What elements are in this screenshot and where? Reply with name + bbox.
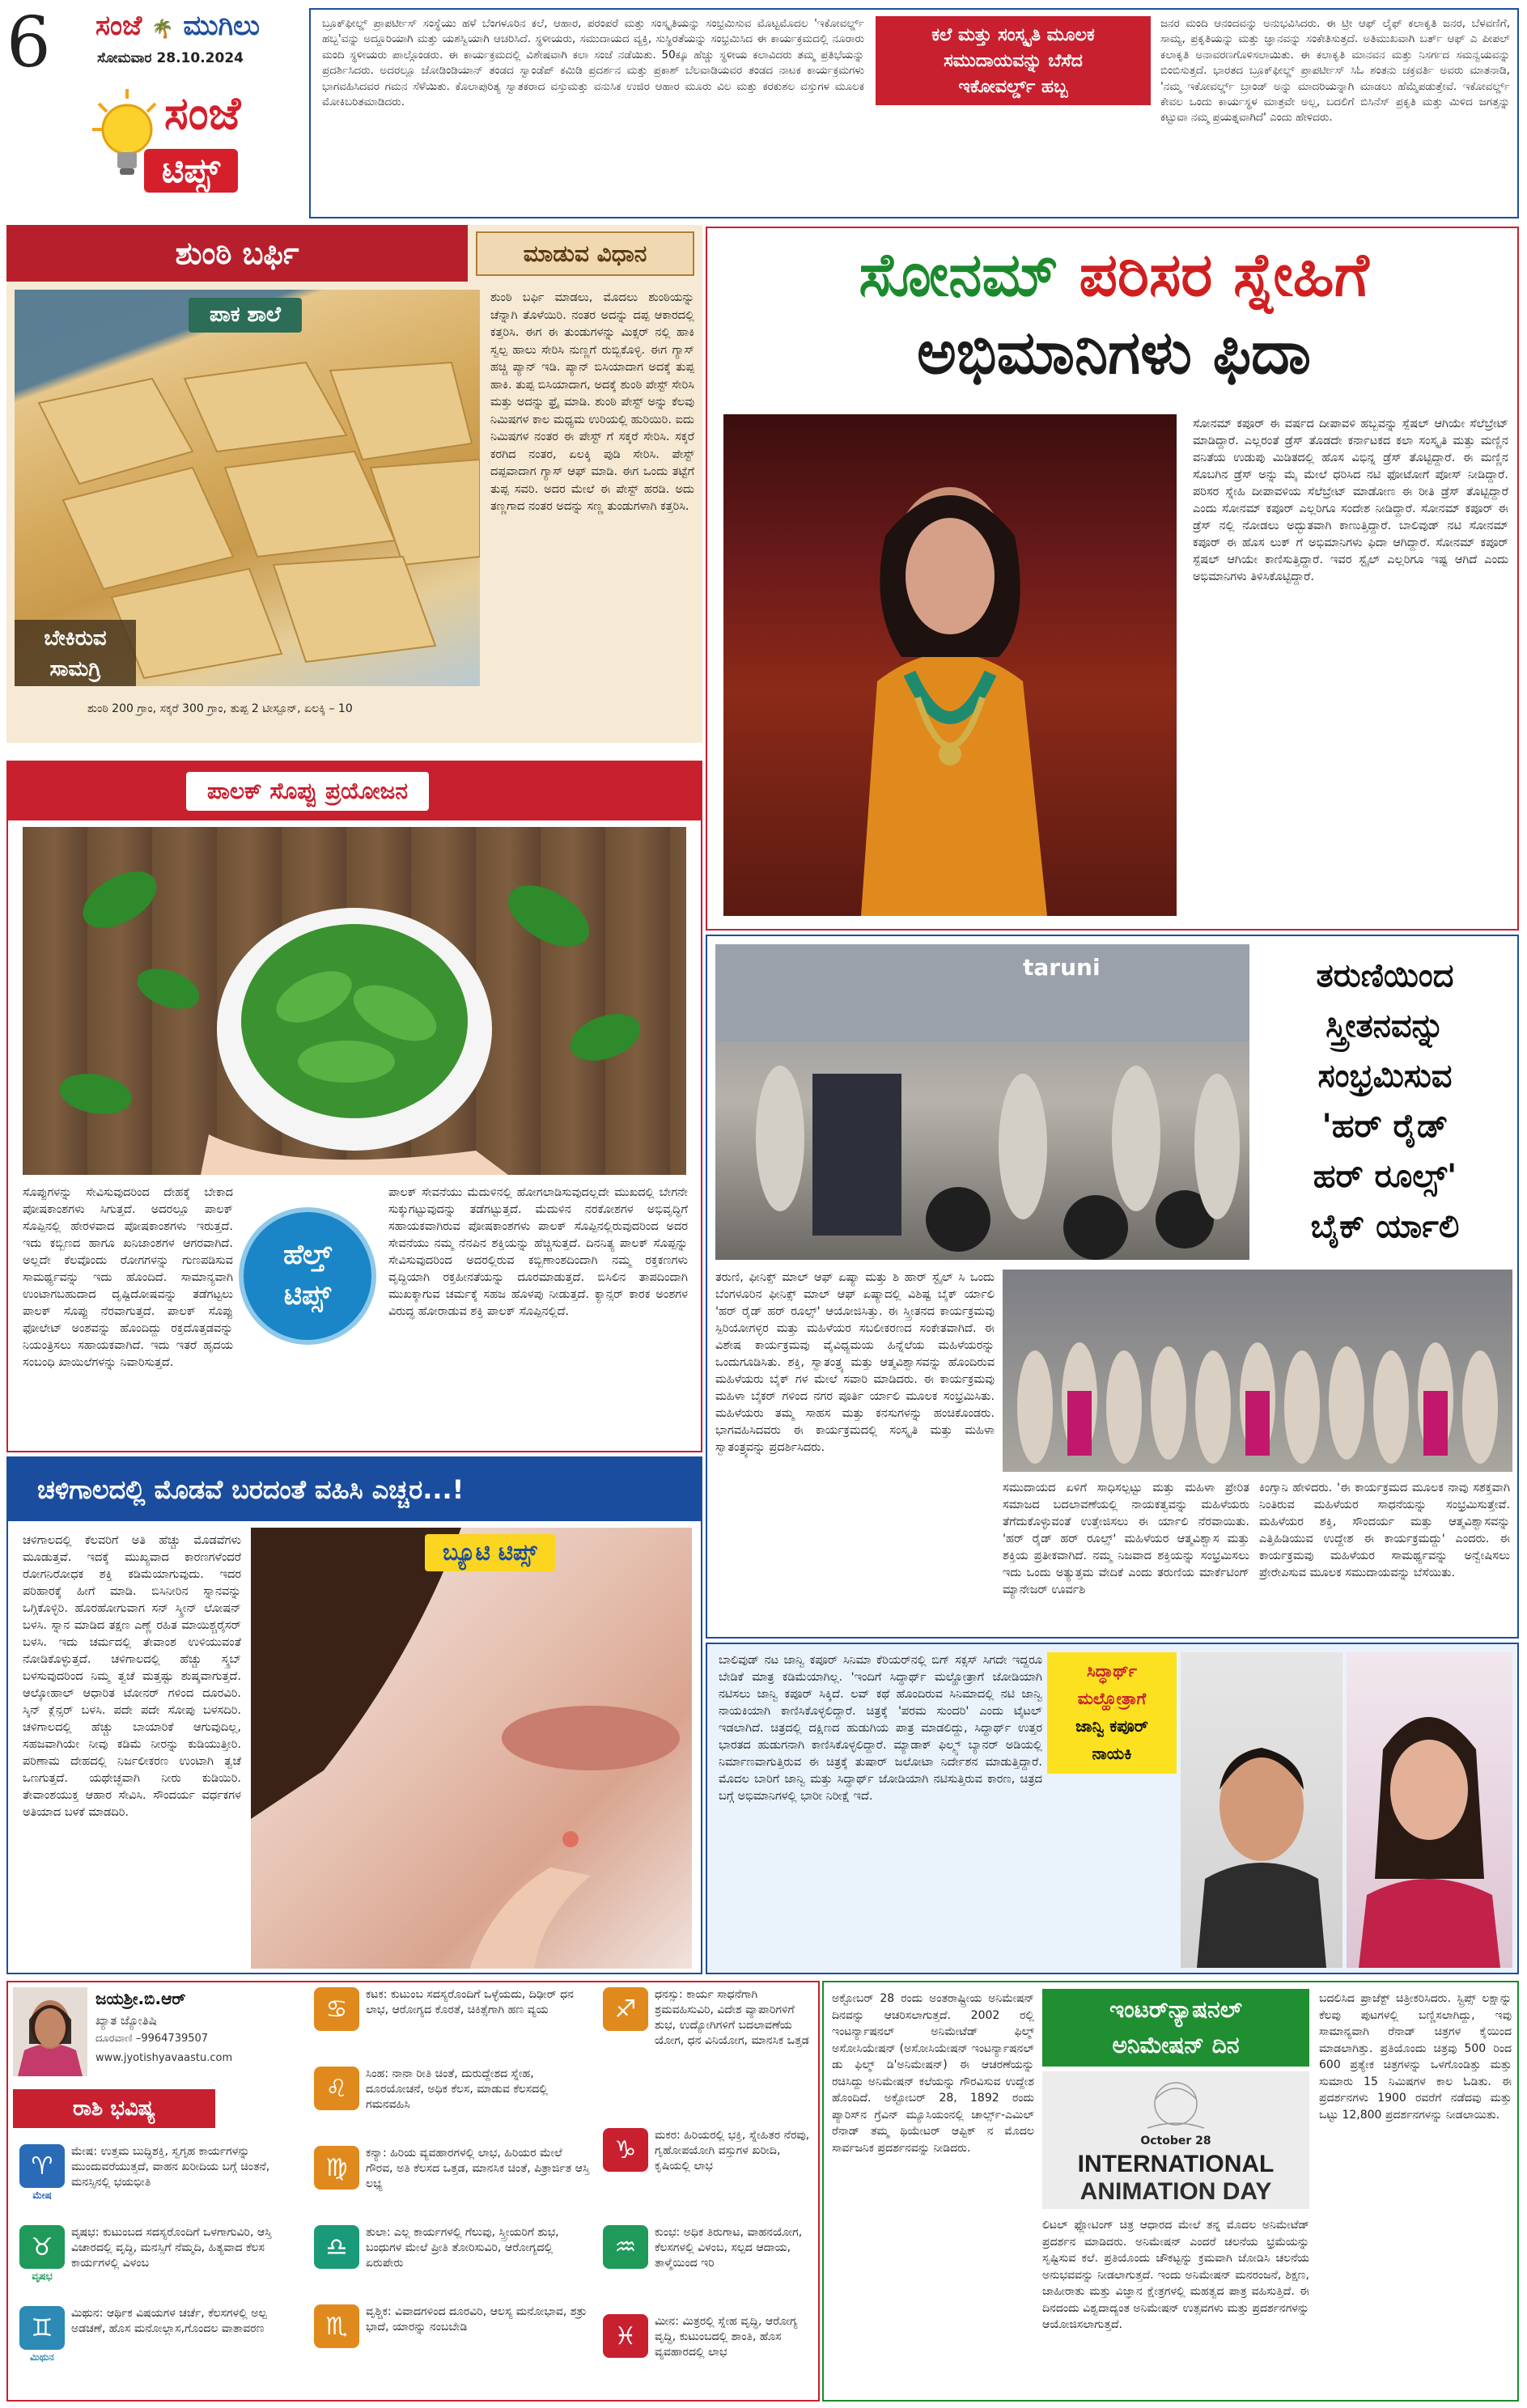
beauty-title: ಚಳಿಗಾಲದಲ್ಲಿ ಮೊಡವೆ ಬರದಂತೆ ವಹಿಸಿ ಎಚ್ಚರ...!	[8, 1458, 701, 1521]
palak-col1: ಸೊಪ್ಪುಗಳನ್ನು ಸೇವಿಸುವುದರಿಂದ ದೇಹಕ್ಕೆ ಬೇಕಾದ ಪೋಷಕಾಂಶಗಳು ಸಿಗುತ್ತದೆ. ಅದರಲ್ಲೂ ಪಾಲಕ್ ಸೊಪ್ಪಿನಲ್ಲಿ ಹೇರಳವಾದ ಪೋಷಕಾಂಶಗಳು ಇರುತ್ತದೆ. ಇದು ಕಬ್ಬಿಣದ ಹಾಗೂ ಖನಿಜಾಂಶಗಳ ಆಗರವಾಗಿದೆ. ಅಲ್ಲದೇ ಕೆಲವೊಂದು ರೋಗಗಳನ್ನು ಗುಣಪಡಿಸುವ ಸಾಮರ್ಥ್ಯವನ್ನು ಇದು ಹೊಂದಿದೆ. ಸಾಮಾನ್ಯವಾಗಿ ಉಂಟಾಗಬಹುದಾದ ದೃಷ್ಟಿದೋಷವನ್ನು ತಡೆಗಟ್ಟಲು ಪಾಲಕ್ ಸೊಪ್ಪು ನೆರವಾಗುತ್ತದೆ. ಪಾಲಕ್ ಸೊಪ್ಪು ಫೋಲೇಟ್ ಅಂಶವನ್ನು ಹೊಂದಿದ್ದು ರಕ್ತದೊತ್ತಡವನ್ನು ನಿಯಂತ್ರಿಸಲು ಸಹಾಯಕವಾಗಿದೆ. ಇದು ಇತರೆ ಹೃದಯ ಸಂಬಂಧಿ ಖಾಯಿಲೆಗಳನ್ನು ನಿವಾರಿಸುತ್ತದೆ.	[23, 1186, 233, 1369]
recipe-section	[6, 225, 702, 743]
palak-photo	[23, 827, 686, 1175]
aquarius-text: ಕುಂಭ: ಅಧಿಕ ತಿರುಗಾಟ, ವಾಹನಯೋಗ, ಕೆಲಸಗಳಲ್ಲಿ ವಿಳಂಬ, ಸಲ್ಪದ ಆದಾಯ, ತಾಳ್ಮೆಯಿಂದ ಇರಿ	[655, 2226, 803, 2270]
astrologer-phone: ದೂರವಾಣಿ –9964739507	[95, 2033, 209, 2045]
taurus-icon: ♉	[19, 2225, 65, 2269]
palak-title-bar	[8, 762, 701, 820]
animation-col2: ಲಿಟಲ್ ಫ್ಲೋಟಿಂಗ್ ಚಿತ್ರ ಆಧಾರದ ಮೇಲೆ ತನ್ನ ಮೊದಲ ಅನಿಮೇಟೆಡ್ ಪ್ರದರ್ಶನ ಮಾಡಿದರು. ಅನಿಮೇಷನ್ ಎಂದರೆ ಚಲನೆಯ ಭ್ರಮೆಯನ್ನು ಸೃಷ್ಟಿಸುವ ಕಲೆ. ಪ್ರತಿಯೊಂದು ಚೌಕಟ್ಟನ್ನು ಕ್ರಮವಾಗಿ ಜೋಡಿಸಿ ಚಲನೆಯ ಅನುಭವವನ್ನು ನೀಡಲಾಗುತ್ತದೆ. ಇಂದು ಅನಿಮೇಷನ್ ಮನರಂಜನೆ, ಶಿಕ್ಷಣ, ಜಾಹೀರಾತು ಮತ್ತು ವಿಜ್ಞಾನ ಕ್ಷೇತ್ರಗಳಲ್ಲಿ ಮಹತ್ವದ ಪಾತ್ರ ವಹಿಸುತ್ತಿದೆ. ಈ ದಿನದಂದು ವಿಶ್ವದಾದ್ಯಂತ ಅನಿಮೇಷನ್ ಉತ್ಸವಗಳು ಮತ್ತು ಪ್ರದರ್ಶನಗಳನ್ನು ಆಯೋಜಿಸಲಾಗುತ್ತದೆ.	[1042, 2219, 1309, 2331]
gemini-icon: ♊	[19, 2306, 65, 2350]
animation-col1: ಅಕ್ಟೋಬರ್ 28 ರಂದು ಅಂತರಾಷ್ಟ್ರೀಯ ಅನಿಮೇಷನ್ ದಿನವನ್ನು ಆಚರಿಸಲಾಗುತ್ತದೆ. 2002 ರಲ್ಲಿ ಇಂಟರ್ನ್ಯಾಷನಲ್ ಅನಿಮೇಟೆಡ್ ಫಿಲ್ಮ್ ಅಸೋಸಿಯೇಷನ್ (ಅಸೋಸಿಯೇಷನ್ ಇಂಟರ್ನ್ಯಾಷನಲ್ ಡು ಫಿಲ್ಮ್ ಡಿ'ಅನಿಮೇಷನ್) ಈ ಆಚರಣೆಯನ್ನು ರಚಿಸಿದ್ದು ಅನಿಮೇಷನ್ ಕಲೆಯನ್ನು ಗೌರವಿಸುವ ಉದ್ದೇಶ ಹೊಂದಿದೆ. ಅಕ್ಟೋಬರ್ 28, 1892 ರಂದು ಪ್ಯಾರಿಸ್‌ನ ಗ್ರೆವಿನ್ ಮ್ಯೂಸಿಯಂನಲ್ಲಿ ಚಾರ್ಲ್ಸ್-ಎಮಿಲ್ ರೆನಾಡ್ ತಮ್ಮ ಥಿಯೇಟರ್ ಆಪ್ಟಿಕ್ ನ ಮೊದಲ ಸಾರ್ವಜನಿಕ ಪ್ರದರ್ಶನವನ್ನು ನೀಡಿದರು.	[832, 1992, 1034, 2155]
bike-rally-body-left: ತರುಣಿ, ಫೀನಿಕ್ಸ್ ಮಾಲ್ ಆಫ್ ಏಷ್ಯಾ ಮತ್ತು ಶಿ ಹಾರ್ ಸ್ಟೈಲ್ ಸಿ ಒಂದು ಬೆಂಗಳೂರಿನ ಫೀನಿಕ್ಸ್ ಮಾಲ್ ಆಫ್ ಏಷ್ಯಾದಲ್ಲಿ ವಿಶಿಷ್ಟ ಬೈಕ್ ರ್ಯಾಲಿ 'ಹರ್ ರೈಡ್ ಹರ್ ರೂಲ್ಸ್' ಆಯೋಜಿಸಿತ್ತು. ಈ ಸ್ತ್ರೀತನದ ಕಾರ್ಯಕ್ರಮವು ಸ್ಪಿರಿಯೋಗಳ್ಳರ ಮತ್ತು ಮಹಿಳೆಯರ ಸಬಲೀಕರಣದ ಸಂಕೇತವಾಗಿದೆ. ಈ ವಿಶೇಷ ಕಾರ್ಯಕ್ರಮವು ವೈವಿಧ್ಯಮಯ ಹಿನ್ನೆಲೆಯ ಮಹಿಳೆಯರನ್ನು ಒಂದುಗೂಡಿಸಿತು. ಶಕ್ತಿ, ಸ್ವಾತಂತ್ರ್ಯ ಮತ್ತು ಆತ್ಮವಿಶ್ವಾಸವನ್ನು ಹೊಂದಿರುವ ಮಹಿಳೆಯರು ಬೈಕ್ ಗಳ ಮೇಲೆ ಸವಾರಿ ಮಾಡಿದರು. ಈ ಕಾರ್ಯಕ್ರಮವು ಮಹಿಳಾ ಬೈಕರ್ ಗಳಿಂದ ನಗರ ಪೂರ್ತಿ ರ್ಯಾಲಿ ಮೂಲಕ ಸಂಭ್ರಮಿಸಿತು. ಮಹಿಳೆಯರು ತಮ್ಮ ಸಾಹಸ ಮತ್ತು ಕನಸುಗಳನ್ನು ಹಂಚಿಕೊಂಡರು. ಭಾಗವಹಿಸಿದವರು ಈ ಕಾರ್ಯಕ್ರಮದಲ್ಲಿ ಸಂಸ್ಕೃತಿ ಮತ್ತು ಮಹಿಳಾ ಸ್ವಾತಂತ್ರ್ಯವನ್ನು ಪ್ರದರ್ಶಿಸಿದರು.	[715, 1271, 995, 1454]
section-title-sanje: ಸಂಜೆ	[164, 87, 241, 140]
sonam-story	[706, 227, 1519, 931]
astrologer-name: ಜಯಶ್ರೀ.ಬಿ.ಆರ್	[95, 1989, 186, 2008]
astrologer-website[interactable]: www.jyotishyavaastu.com	[95, 2052, 233, 2064]
leo-text: ಸಿಂಹ: ನಾನಾ ರೀತಿ ಚಿಂತೆ, ದುರುದ್ದೇಶದ ಸ್ನೇಹ, ದೂರಯೋಚನೆ, ಅಧಿಕ ಕೆಲಸ, ಮಾಡುವ ಕೆಲಸದಲ್ಲಿ ಗಮನವಹಿಸಿ	[366, 2067, 548, 2111]
page-number: 6	[6, 2, 51, 83]
astrologer-card	[13, 1987, 304, 2084]
recipe-method: ಶುಂಠಿ ಬರ್ಫಿ ಮಾಡಲು, ಮೊದಲು ಶುಂಠಿಯನ್ನು ಚೆನ್ನಾಗಿ ತೊಳೆಯಿರಿ. ನಂತರ ಅದನ್ನು ದಪ್ಪ ಆಕಾರದಲ್ಲಿ ಕತ್ತರಿಸಿ. ಈಗ ಈ ತುಂಡುಗಳನ್ನು ಮಿಕ್ಸರ್ ನಲ್ಲಿ ಹಾಕಿ ಸ್ವಲ್ಪ ಹಾಲು ಸೇರಿಸಿ ನುಣ್ಣಗೆ ರುಬ್ಬಿಕೊಳ್ಳಿ. ಈಗ ಗ್ಯಾಸ್ ಹಚ್ಚಿ ಪ್ಯಾನ್ ಇಡಿ. ಪ್ಯಾನ್ ಬಿಸಿಯಾದಾಗ ಅದಕ್ಕೆ ತುಪ್ಪ ಹಾಕಿ. ತುಪ್ಪ ಬಿಸಿಯಾದಾಗ, ಅದಕ್ಕೆ ಶುಂಠಿ ಪೇಸ್ಟ್ ಸೇರಿಸಿ ಮತ್ತು ಅದನ್ನು ಫ್ರೈ ಮಾಡಿ. ಶುಂಠಿ ಪೇಸ್ಟ್ ಅನ್ನು ಕೆಲವು ನಿಮಿಷಗಳ ಕಾಲ ಮಧ್ಯಮ ಉರಿಯಲ್ಲಿ ಹುರಿಯಿರಿ. ಐದು ನಿಮಿಷಗಳ ನಂತರ ಈ ಪೇಸ್ಟ್ ಗೆ ಸಕ್ಕರೆ ಸೇರಿಸಿ. ಸಕ್ಕರೆ ಕರಗಿದ ನಂತರ, ಏಲಕ್ಕಿ ಪುಡಿ ಸೇರಿಸಿ. ಪೇಸ್ಟ್ ದಪ್ಪವಾದಾಗ ಗ್ಯಾಸ್ ಆಫ್ ಮಾಡಿ. ಈಗ ಒಂದು ತಟ್ಟೆಗೆ ತುಪ್ಪ ಸವರಿ. ಅದರ ಮೇಲೆ ಈ ಪೇಸ್ಟ್ ಹರಡಿ. ಅದು ತಣ್ಣಗಾದ ನಂತರ ಅದನ್ನು ಸಣ್ಣ ತುಂಡುಗಳಾಗಿ ಕತ್ತರಿಸಿ.	[490, 291, 694, 513]
recipe-photo	[15, 290, 480, 686]
horoscope-section: ಜಯಶ್ರೀ.ಬಿ.ಆರ್ ಖ್ಯಾತ ಜ್ಯೋತಿಷಿ ದೂರವಾಣಿ –9964739507 www.jyotishyavaastu.com ರಾಶಿ ಭವಿಷ್ಯ ♈ ಮೇಷ ಮೇಷ: ಉತ್ತಮ ಬುದ್ಧಿಶಕ್ತಿ, ಸ್ವಗೃಹ ಕಾರ್ಯಗಳನ್ನು ಮುಂದುವರೆಯುತ್ತದೆ, ವಾಹನ ಖರೀದಿಯ ಬಗ್ಗೆ ಚಿಂತನೆ, ಮನಸ್ಸಿನಲ್ಲಿ ಭಯಭೀತಿ ♉ ವೃಷಭ ವೃಷಭ: ಕುಟುಂಬದ ಸದಸ್ಯರೊಂದಿಗೆ ಒಳಗಾಗುವಿರಿ, ಆಸ್ತಿ ವಿಚಾರದಲ್ಲಿ ವೃದ್ಧಿ, ಮನಸ್ಸಿಗೆ ನೆಮ್ಮದಿ, ಹಿತ್ಯವಾದ ಕೆಲಸ ಕಾರ್ಯಗಳಲ್ಲಿ ವಿಳಂಬ ♊ ಮಿಥುನ ಮಿಥುನ: ಆರ್ಥಿಕ ವಿಷಯಗಳ ಚರ್ಚೆ, ಕೆಲಸಗಳಲ್ಲಿ ಅಲ್ಪ ಅಡಚಣೆ, ಹೊಸ ಮನೋಲ್ಲಾಸ,ಗೊಂದಲ ವಾತಾವರಣ ♋ ಕಟಕ: ಕುಟುಂಬ ಸದಸ್ಯರೊಂದಿಗೆ ಒಳ್ಳೆಯದು, ದಿಢೀರ್ ಧನ ಲಾಭ, ಆರೋಗ್ಯದ ಕೊರತೆ, ಚಿಕಿತ್ಸೆಗಾಗಿ ಹಣ ವ್ಯಯ ♌ ಸಿಂಹ: ನಾನಾ ರೀತಿ ಚಿಂತೆ, ದುರುದ್ದೇಶದ ಸ್ನೇಹ, ದೂರಯೋಚನೆ, ಅಧಿಕ ಕೆಲಸ, ಮಾಡುವ ಕೆಲಸದಲ್ಲಿ ಗಮನವಹಿಸಿ ♍ ಕನ್ಯಾ: ಹಿರಿಯ ವ್ಯವಹಾರಗಳಲ್ಲಿ ಲಾಭ, ಹಿರಿಯರ ಮೇಲೆ ಗೌರವ, ಅತಿ ಕೆಲಸದ ಒತ್ತಡ, ಮಾನಸಿಕ ಚಿಂತೆ, ಪಿತ್ರಾರ್ಜಿತ ಆಸ್ತಿ ಲಭ್ಯ ♎ ತುಲಾ: ಎಲ್ಲ ಕಾರ್ಯಗಳಲ್ಲಿ ಗೆಲುವು, ಸ್ತ್ರೀಯರಿಗೆ ಶುಭ, ಬಂಧುಗಳ ಮೇಲೆ ಪ್ರೀತಿ ತೋರಿಸುವಿರಿ, ಆರೋಗ್ಯದಲ್ಲಿ ಏರುಪೇರು ♏ ವೃಶ್ಚಿಕ: ವಿವಾದಗಳಿಂದ ದೂರವಿರಿ, ಆಲಸ್ಯ ಮನೋಭಾವ, ಶತ್ರು ಭಾದೆ, ಯಾರನ್ನು ನಂಬಬೇಡಿ ♐ ಧನಸ್ಸು: ಕಾರ್ಯ ಸಾಧನೆಗಾಗಿ ಶ್ರಮವಹಿಸುವಿರಿ, ವಿದೇಶ ವ್ಯಾಪಾರಿಗಳಿಗೆ ಶುಭ, ಉದ್ಯೋಗಿಗಳಿಗೆ ಬದಲಾವಣೆಯ ಯೋಗ, ಧನ ವಿನಿಯೋಗ, ಮಾನಸಿಕ ಒತ್ತಡ ♑ ಮಕರ: ಹಿರಿಯರಲ್ಲಿ ಭಕ್ತಿ, ಸ್ನೇಹಿತರ ನೆರವು, ಗೃಹೋಪಯೋಗಿ ವಸ್ತುಗಳ ಖರೀದಿ, ಕೃಷಿಯಲ್ಲಿ ಲಾಭ ♒ ಕುಂಭ: ಅಧಿಕ ತಿರುಗಾಟ, ವಾಹನಯೋಗ, ಕೆಲಸಗಳಲ್ಲಿ ವಿಳಂಬ, ಸಲ್ಪದ ಆದಾಯ, ತಾಳ್ಮೆಯಿಂದ ಇರಿ ♓ ಮೀನ: ಮಿತ್ರರಲ್ಲಿ ಸ್ನೇಹ ವೃದ್ಧಿ, ಆರೋಗ್ಯ ವೃದ್ಧಿ, ಕುಟುಂಬದಲ್ಲಿ ಶಾಂತಿ, ಹೊಸ ವ್ಯವಹಾರದಲ್ಲಿ ಲಾಭ	[6, 1981, 820, 2402]
cancer-text: ಕಟಕ: ಕುಟುಂಬ ಸದಸ್ಯರೊಂದಿಗೆ ಒಳ್ಳೆಯದು, ದಿಢೀರ್ ಧನ ಲಾಭ, ಆರೋಗ್ಯದ ಕೊರತೆ, ಚಿಕಿತ್ಸೆಗಾಗಿ ಹಣ ವ್ಯಯ	[366, 1988, 574, 2016]
pisces-text: ಮೀನ: ಮಿತ್ರರಲ್ಲಿ ಸ್ನೇಹ ವೃದ್ಧಿ, ಆರೋಗ್ಯ ವೃದ್ಧಿ, ಕುಟುಂಬದಲ್ಲಿ ಶಾಂತಿ, ಹೊಸ ವ್ಯವಹಾರದಲ್ಲಿ ಲಾಭ	[655, 2315, 798, 2359]
scorpio-text: ವೃಶ್ಚಿಕ: ವಿವಾದಗಳಿಂದ ದೂರವಿರಿ, ಆಲಸ್ಯ ಮನೋಭಾವ, ಶತ್ರು ಭಾದೆ, ಯಾರನ್ನು ನಂಬಬೇಡಿ	[366, 2305, 587, 2334]
astrologer-photo	[13, 1987, 87, 2076]
sagittarius-text: ಧನಸ್ಸು: ಕಾರ್ಯ ಸಾಧನೆಗಾಗಿ ಶ್ರಮವಹಿಸುವಿರಿ, ವಿದೇಶ ವ್ಯಾಪಾರಿಗಳಿಗೆ ಶುಭ, ಉದ್ಯೋಗಿಗಳಿಗೆ ಬದಲಾವಣೆಯ ಯೋಗ, ಧನ ವಿನಿಯೋಗ, ಮಾನಸಿಕ ಒತ್ತಡ	[655, 1988, 809, 2047]
pisces-icon: ♓	[603, 2314, 648, 2358]
palm-icon: 🌴	[151, 19, 174, 40]
top-story	[309, 8, 1519, 218]
movie-tag: ಸಿದ್ಧಾರ್ಥ್ ಮಲ್ಹೋತ್ರಾಗೆ ಜಾನ್ವಿ ಕಪೂರ್ ನಾಯಕಿ	[1047, 1652, 1177, 1774]
aquarius-icon: ♒	[603, 2225, 648, 2269]
palak-section	[6, 761, 702, 1452]
sonam-photo	[723, 414, 1177, 916]
section-title-tips: ಟಿಪ್ಸ್	[144, 149, 238, 193]
bike-rally-body-mid: ಸಮುದಾಯದ ಏಳಿಗೆ ಸಾಧಿಸಲ್ಪಟ್ಟು ಮತ್ತು ಮಹಿಳಾ ಪ್ರೇರಿತ ಸಮಾಜದ ಬದಲಾವಣೆಯಲ್ಲಿ ನಾಯಕತ್ವವನ್ನು ಮಹಿಳೆಯರು ತೆಗೆದುಕೊಳ್ಳುವಂತೆ ಉತ್ತೇಜಿಸಲು ಈ ರ್ಯಾಲಿ ನೆರವಾಯಿತು. 'ಹರ್ ರೈಡ್ ಹರ್ ರೂಲ್ಸ್' ಮಹಿಳೆಯರ ಆತ್ಮವಿಶ್ವಾಸ ಮತ್ತು ಶಕ್ತಿಯ ಪ್ರತೀಕವಾಗಿದೆ. ನಮ್ಮ ನಿಜವಾದ ಶಕ್ತಿಯನ್ನು ಸಂಭ್ರಮಿಸಲು ಇದು ಒಂದು ಅತ್ಯುತ್ತಮ ವೇದಿಕೆ ಎಂದು ತರುಣಿಯ ಮಾರ್ಕೆಟಿಂಗ್ ಮ್ಯಾನೇಜರ್ ಊರ್ವಶಿ	[1003, 1482, 1249, 1596]
palak-col2: ಪಾಲಕ್ ಸೇವನೆಯು ಮೆದುಳಿನಲ್ಲಿ ಹೋಗಲಾಡಿಸುವುದಲ್ಲದೇ ಮುಖದಲ್ಲಿ ಬೇಗನೇ ಸುಕ್ಕುಗಟ್ಟುವುದನ್ನು ತಡೆಗಟ್ಟುತ್ತದೆ. ಮೆದುಳಿನ ನರಕೋಶಗಳ ಅಭಿವೃದ್ಧಿಗೆ ಸಹಾಯಕವಾಗಿರುವ ಪೋಷಕಾಂಶಗಳು ಪಾಲಕ್ ಸೊಪ್ಪಿನಲ್ಲಿರುವುದರಿಂದ ಅದರ ಸೇವನೆಯು ನಮ್ಮ ನೆನಪಿನ ಶಕ್ತಿಯನ್ನು ಹೆಚ್ಚಿಸುತ್ತದೆ. ದಿನನಿತ್ಯ ಪಾಲಕ್ ಸೊಪ್ಪನ್ನು ಸೇವಿಸುವುದರಿಂದ ಅದರಲ್ಲಿರುವ ಕಬ್ಬಿಣಾಂಶದಿಂದಾಗಿ ನಮ್ಮ ರಕ್ತಕಣಗಳು ವೃದ್ಧಿಯಾಗಿ ರಕ್ತಹೀನತೆಯನ್ನು ದೂರಮಾಡುತ್ತದೆ. ಬಿಸಿಲಿನ ತಾಪದಿಂದಾಗಿ ಮುಖಕ್ಕಾಗುವ ಚರ್ಮಕ್ಕೆ ಸಹಜ ಹೊಳಪು ನೀಡುತ್ತದೆ. ಕ್ಯಾನ್ಸರ್ ಕಾರಕ ಅಂಶಗಳ ವಿರುದ್ಧ ಹೋರಾಡುವ ಶಕ್ತಿ ಪಾಲಕ್ ಸೊಪ್ಪಿನಲ್ಲಿದೆ.	[388, 1186, 688, 1318]
animation-col3: ಬದಲಿಸಿದ ಪ್ರಾಜೆಕ್ಟ್ ಚಿತ್ರೀಕರಿಸಿದರು. ಸ್ಟ್ರಿಪ್ಸ್ ಲಕ್ಷಾನ್ನು ಕೆಲವು ಪುಟಗಳಲ್ಲಿ ಬಣ್ಣಿಸಲಾಗಿದ್ದು, ಇವು ಸಾಮಾನ್ಯವಾಗಿ ರೆನಾಡ್ ಚಿತ್ರಗಳ ಕೈಯಿಂದ ಮಾಡಲಾಗಿತ್ತು. ಪ್ರತಿಯೊಂದು ಚಿತ್ರವು 500 ರಿಂದ 600 ಪ್ರತ್ಯೇಕ ಚಿತ್ರಗಳನ್ನು ಒಳಗೊಂಡಿತ್ತು ಮತ್ತು ಸುಮಾರು 15 ನಿಮಿಷಗಳ ಕಾಲ ಓಡಿತು. ಈ ಪ್ರದರ್ಶನಗಳು 1900 ರವರೆಗೆ ನಡೆದವು ಮತ್ತು ಒಟ್ಟು 12,800 ಪ್ರದರ್ಶನಗಳನ್ನು ನೀಡಲಾಯಿತು.	[1319, 1992, 1512, 2122]
bike-rally-story	[706, 935, 1519, 1639]
capricorn-text: ಮಕರ: ಹಿರಿಯರಲ್ಲಿ ಭಕ್ತಿ, ಸ್ನೇಹಿತರ ನೆರವು, ಗೃಹೋಪಯೋಗಿ ವಸ್ತುಗಳ ಖರೀದಿ, ಕೃಷಿಯಲ್ಲಿ ಲಾಭ	[655, 2129, 810, 2173]
gemini-text: ಮಿಥುನ: ಆರ್ಥಿಕ ವಿಷಯಗಳ ಚರ್ಚೆ, ಕೆಲಸಗಳಲ್ಲಿ ಅಲ್ಪ ಅಡಚಣೆ, ಹೊಸ ಮನೋಲ್ಲಾಸ,ಗೊಂದಲ ವಾತಾವರಣ	[71, 2307, 267, 2335]
animation-poster-title-1: INTERNATIONAL	[1077, 2151, 1275, 2177]
animation-poster-title-2: ANIMATION DAY	[1080, 2178, 1272, 2205]
bike-rally-photo-top	[715, 944, 1249, 1260]
health-tips-badge: ಹೆಲ್ತ್ ಟಿಪ್ಸ್	[239, 1207, 376, 1345]
kitchen-label: ಪಾಕ ಶಾಲೆ	[189, 298, 302, 333]
beauty-tips-badge: ಬ್ಯೂಟಿ ಟಿಪ್ಸ್	[425, 1534, 555, 1571]
beauty-section	[6, 1456, 702, 1974]
top-story-headline: ಕಲೆ ಮತ್ತು ಸಂಸ್ಕೃತಿ ಮೂಲಕ ಸಮುದಾಯವನ್ನು ಬೆಸೆದ ಇಕೋವರ್ಲ್ಡ್ ಹಬ್ಬ	[876, 16, 1151, 105]
movie-body: ಬಾಲಿವುಡ್ ನಟ ಜಾನ್ವಿ ಕಪೂರ್ ಸಿನಿಮಾ ಕೆರಿಯರ್‌ನಲ್ಲಿ ಬಿಗ್ ಸಕ್ಸಸ್ ಸಿಗದೇ ಇದ್ದರೂ ಬೇಡಿಕೆ ಮಾತ್ರ ಕಡಿಮೆಯಾಗಿಲ್ಲ. 'ಇಂದಿಗೆ ಸಿದ್ಧಾರ್ಥ್ ಮಲ್ಹೋತ್ರಾಗೆ ಜೋಡಿಯಾಗಿ ನಟಿಸಲು ಜಾನ್ವಿ ಕಪೂರ್ ಸಿಕ್ಕಿದೆ. ಲವ್ ಕಥೆ ಹೊಂದಿರುವ ಸಿನಿಮಾದಲ್ಲಿ ನಟಿ ಜಾನ್ವಿ ನಾಯಕಿಯಾಗಿ ಕಾಣಿಸಿಕೊಳ್ಳಲಿದ್ದಾರೆ. ಚಿತ್ರಕ್ಕೆ 'ಪರಮ ಸುಂದರಿ' ಎಂದು ಟೈಟಲ್ ಇಡಲಾಗಿದೆ. ಚಿತ್ರದಲ್ಲಿ ದಕ್ಷಿಣದ ಹುಡುಗಿಯ ಪಾತ್ರ ಮಾಡಲಿದ್ದು, ಸಿದ್ಧಾರ್ಥ್ ಉತ್ತರ ಭಾರತದ ಹುಡುಗನಾಗಿ ಕಾಣಿಸಿಕೊಳ್ಳಲಿದ್ದಾರೆ. ಮ್ಯಾಡಾಕ್ ಫಿಲ್ಮ್ಸ್ ಬ್ಯಾನರ್ ಅಡಿಯಲ್ಲಿ ನಿರ್ಮಾಣವಾಗುತ್ತಿರುವ ಈ ಚಿತ್ರಕ್ಕೆ ತುಷಾರ್ ಜಲೋಟಾ ನಿರ್ದೇಶನ ಮಾಡುತ್ತಿದ್ದಾರೆ. ಮೊದಲ ಬಾರಿಗೆ ಜಾನ್ವಿ ಮತ್ತು ಸಿದ್ಧಾರ್ಥ್ ಜೋಡಿಯಾಗಿ ನಟಿಸುತ್ತಿರುವ ಕಾರಣ, ಚಿತ್ರದ ಬಗ್ಗೆ ಅಭಿಮಾನಿಗಳಲ್ಲಿ ಭಾರೀ ನಿರೀಕ್ಷೆ ಇದೆ.	[719, 1654, 1042, 1803]
libra-icon: ♎	[314, 2225, 359, 2269]
leo-icon: ♌	[314, 2067, 359, 2110]
sonam-body: ಸೋನಮ್ ಕಪೂರ್ ಈ ವರ್ಷದ ದೀಪಾವಳಿ ಹಬ್ಬವನ್ನು ಸ್ಪೆಷಲ್ ಆಗಿಯೇ ಸೆಲೆಬ್ರೇಟ್ ಮಾಡಿದ್ದಾರೆ. ಎಲ್ಲರಂತೆ ಡ್ರೆಸ್ ತೊಡದೇ ಕರ್ನಾಟಕದ ಕಲಾ ಸಂಸ್ಕೃತಿ ಮತ್ತು ಮಣ್ಣಿನ ವನಿತೆಯ ಉಡುಪು ಮಿಡಿತದಲ್ಲಿ ಹೊಸ ವಿಭಿನ್ನ ಡ್ರೆಸ್ ತೊಟ್ಟಿದ್ದಾರೆ. ಈ ಮಣ್ಣಿನ ಸೊಬಗಿನ ಡ್ರೆಸ್ ಅನ್ನು ಮೈ ಮೇಲೆ ಧರಿಸಿದ ನಟಿ ಫೋಟೋಗೆ ಪೋಸ್ ನೀಡಿದ್ದಾರೆ. ಪರಿಸರ ಸ್ನೇಹಿ ದೀಪಾವಳಿಯ ಸೆಲೆಬ್ರೇಟ್ ಮಾಡೋಣ ಈ ರೀತಿ ಡ್ರೆಸ್ ತೊಟ್ಟಿದ್ದಾರೆ ಎಂದು ಸೋನಮ್ ಕಪೂರ್ ಎಲ್ಲರಿಗೂ ಸಂದೇಶ ನೀಡಿದ್ದಾರೆ. ಸೋನಮ್ ಕಪೂರ್ ಈ ಡ್ರೆಸ್ ನಲ್ಲಿ ನೋಡಲು ಅದ್ಭುತವಾಗಿ ಕಾಣುತ್ತಿದ್ದಾರೆ. ಬಾಲಿವುಡ್ ನಟಿ ಸೋನಮ್ ಕಪೂರ್ ಈ ಹೊಸ ಲುಕ್ ಗೆ ಅಭಿಮಾನಿಗಳು ಫಿದಾ ಆಗಿದ್ದಾರೆ. ಸೋನಮ್ ಕಪೂರ್ ಸ್ಪೆಷಲ್ ಆಗಿಯೇ ಕಾಣಿಸುತ್ತಿದ್ದಾರೆ. ಇವರ ಸ್ಟೈಲ್ ಎಲ್ಲರಿಗೂ ಇಷ್ಟ ಆಗಿದೆ ಎಂದು ಅಭಿಮಾನಿಗಳು ತಿಳಿಸಿಕೊಟ್ಟಿದ್ದಾರೆ.	[1193, 418, 1508, 583]
movie-story	[706, 1643, 1519, 1974]
bike-rally-headline: ತರುಣಿಯಿಂದ ಸ್ತ್ರೀತನವನ್ನು ಸಂಭ್ರಮಿಸುವ 'ಹರ್ ರೈಡ್ ಹರ್ ರೂಲ್ಸ್' ಬೈಕ್ ರ್ಯಾಲಿ	[1310, 957, 1460, 1245]
aries-text: ಮೇಷ: ಉತ್ತಮ ಬುದ್ಧಿಶಕ್ತಿ, ಸ್ವಗೃಹ ಕಾರ್ಯಗಳನ್ನು ಮುಂದುವರೆಯುತ್ತದೆ, ವಾಹನ ಖರೀದಿಯ ಬಗ್ಗೆ ಚಿಂತನೆ, ಮನಸ್ಸಿನಲ್ಲಿ ಭಯಭೀತಿ	[71, 2145, 270, 2189]
libra-text: ತುಲಾ: ಎಲ್ಲ ಕಾರ್ಯಗಳಲ್ಲಿ ಗೆಲುವು, ಸ್ತ್ರೀಯರಿಗೆ ಶುಭ, ಬಂಧುಗಳ ಮೇಲೆ ಪ್ರೀತಿ ತೋರಿಸುವಿರಿ, ಆರೋಗ್ಯದಲ್ಲಿ ಏರುಪೇರು	[366, 2226, 559, 2270]
movie-photo-sidharth	[1181, 1652, 1342, 1968]
top-story-col1: ಬ್ರೂಕ್‌ಫೀಲ್ಡ್ ಪ್ರಾಪರ್ಟೀಸ್ ಸಂಸ್ಥೆಯು ಹಳೆ ಬೆಂಗಳೂರಿನ ಕಲೆ, ಆಹಾರ, ಪರಂಪರೆ ಮತ್ತು ಸಂಸ್ಕೃತಿಯನ್ನು ಸಂಭ್ರಮಿಸುವ ಮೊಟ್ಟಮೊದಲ 'ಇಕೋವರ್ಲ್ಡ್ ಹಬ್ಬ'ವನ್ನು ಅದ್ದೂರಿಯಾಗಿ ಮತ್ತು ಯಶಸ್ವಿಯಾಗಿ ಆಚರಿಸಿದೆ. ಸ್ಥಳೀಯರು, ಸಮುದಾಯದ ವ್ಯಕ್ತಿ, ಸುಸ್ಥಿರತೆಯನ್ನು ಸಂಭ್ರಮಿಸಿದ ಈ ಕಾರ್ಯಕ್ರಮದಲ್ಲಿ ನೂರಾರು ಮಂದಿ ಸ್ಥಳೀಯರು ಪಾಲ್ಗೊಂಡರು. ಈ ಕಾರ್ಯಕ್ರಮದಲ್ಲಿ ವಿಶೇಷವಾಗಿ ಕಲಾ ಸಂಜೆ ನಡೆಯಿತು. 50ಕ್ಕೂ ಹೆಚ್ಚು ಸ್ಥಳೀಯ ಕಲಾವಿದರು ತಮ್ಮ ಪ್ರತಿಭೆಯನ್ನು ಪ್ರದರ್ಶಿಸಿದರು. ಅದರಲ್ಲೂ ಜೋಡಿಂಡಿಯಾನ್ ತಂಡದ ಸ್ವಾಂಡೆಪ್ ಕಮಿಡಿ ಪ್ರದರ್ಶನ ಮತ್ತು ಪ್ರಕಾಶ್ ಬೆಲವಾಡಿಯವರ ತಂಡದ ನಾಟಕ ಕಾರ್ಯಕ್ರಮಗಳು ಭಾಗವಹಿಸಿದವರ ಗಮನ ಸೆಳೆಯಿತು. ಕೊಲಾಪುರಿತ್ಯ ಸ್ವಾತಕರಾದ ವಸ್ತುಮತ್ತು ವನುಸಿಕ ಉಜಿರ ಆಹಾರ ಮೂರು ವಿಲ ಮತ್ತು ಕರಕುಶಲ ವಸ್ತುಗಳ ಮೂಲಕ ಮೋಕಿಬರಿತಮಾಡಿದರು.	[322, 17, 864, 109]
beauty-photo	[251, 1528, 692, 1969]
cancer-icon: ♋	[314, 1987, 359, 2031]
taurus-text: ವೃಷಭ: ಕುಟುಂಬದ ಸದಸ್ಯರೊಂದಿಗೆ ಒಳಗಾಗುವಿರಿ, ಆಸ್ತಿ ವಿಚಾರದಲ್ಲಿ ವೃದ್ಧಿ, ಮನಸ್ಸಿಗೆ ನೆಮ್ಮದಿ, ಹಿತ್ಯವಾದ ಕೆಲಸ ಕಾರ್ಯಗಳಲ್ಲಿ ವಿಳಂಬ	[71, 2226, 272, 2270]
animation-poster-date: October 28	[1140, 2135, 1211, 2147]
capricorn-icon: ♑	[603, 2128, 648, 2172]
recipe-method-heading: ಮಾಡುವ ವಿಧಾನ	[476, 231, 694, 276]
sagittarius-icon: ♐	[603, 1987, 648, 2031]
issue-date: ಸೋಮವಾರ 28.10.2024	[97, 50, 244, 66]
top-story-col2: ಜನರ ಮಂದಿ ಆನಂದವನ್ನು ಅನುಭವಿಸಿದರು. ಈ ಟ್ರೀ ಆಫ್ ಲೈಫ್ ಕಲಾಕೃತಿ ಜನರ, ಬೆಳವಣಿಗೆ, ಸಾಮ್ಯ, ಪ್ರಕೃತಿಯನ್ನು ಮತ್ತು ಜ್ಞಾನವನ್ನು ಸಂಕೇತಿಸುತ್ತದೆ. ಅತಿಮುಖವಾಗಿ ಬರ್ತ್ ಆಫ್ ಎ ಪೀಪಲ್ ಕಲಾಕೃತಿ ಅನಾವರಣಗೊಳಿಸಲಾಯಿತು. ಈ ಕಲಾಕೃತಿ ಮಾನವನ ಮತ್ತು ನಿಸರ್ಗದ ಸಮನ್ವಯವನ್ನು ಬಿಂಬಿಸುತ್ತದೆ. ಭಾರತದ ಬ್ರೂಕ್‌ಫೀಲ್ಡ್ ಪ್ರಾಪರ್ಟೀಸ್ ಸಿಓ ಶಂತನು ಚಕ್ರವರ್ತಿ ಅವರು ಮಾತನಾಡಿ, 'ನಮ್ಮ ಇಕೋವರ್ಲ್ಡ್ ಬ್ರಾಂಡ್ ಅನ್ನು ಮಾದರಿಯನ್ನಾಗಿ ಮಾಡಲು ಹೆಮ್ಮೆಪಡುತ್ತೇವೆ. ಇಕೋವರ್ಲ್ಡ್ ಕೇವಲ ಒಂದು ಕಾರ್ಯಸ್ಥಳ ಮಾತ್ರವೇ ಅಲ್ಲ, ಬದಲಿಗೆ ಬಿಸಿನೆಸ್ ಪ್ರಕೃತಿ ಮತ್ತು ಮಿಳಿದ ಜಗತ್ತನ್ನು ಕಟ್ಟುವಾ ನಮ್ಮ ಪ್ರಯತ್ನವಾಗಿದೆ' ಎಂದು ಹೇಳಿದರು.	[1160, 17, 1510, 125]
taruni-banner: taruni	[1023, 954, 1101, 981]
recipe-title: ಶುಂಠಿ ಬರ್ಫಿ	[6, 225, 468, 282]
ingredients-label: ಬೇಕಿರುವ ಸಾಮಗ್ರಿ	[15, 620, 136, 686]
animation-headline: ಇಂಟರ್‌ನ್ಯಾಷನಲ್ ಅನಿಮೇಷನ್ ದಿನ	[1042, 1989, 1309, 2067]
animation-poster	[1042, 2071, 1309, 2209]
masthead	[6, 2, 306, 217]
paper-name: ಸಂಜೆ 🌴 ಮುಗಿಲು	[95, 10, 261, 42]
sonam-headline: ಸೋನಮ್ ಪರಿಸರ ಸ್ನೇಹಿಗೆ ಅಭಿಮಾನಿಗಳು ಫಿದಾ	[859, 240, 1369, 388]
aries-icon: ♈	[19, 2144, 65, 2188]
virgo-text: ಕನ್ಯಾ: ಹಿರಿಯ ವ್ಯವಹಾರಗಳಲ್ಲಿ ಲಾಭ, ಹಿರಿಯರ ಮೇಲೆ ಗೌರವ, ಅತಿ ಕೆಲಸದ ಒತ್ತಡ, ಮಾನಸಿಕ ಚಿಂತೆ, ಪಿತ್ರಾರ್ಜಿತ ಆಸ್ತಿ ಲಭ್ಯ	[366, 2147, 590, 2190]
recipe-ingredients: ಶುಂಠಿ 200 ಗ್ರಾಂ, ಸಕ್ಕರೆ 300 ಗ್ರಾಂ, ತುಪ್ಪ 2 ಟೀಸ್ಪೂನ್, ಏಲಕ್ಕಿ – 10	[87, 702, 353, 715]
virgo-icon: ♍	[314, 2146, 359, 2190]
horoscope-title: ರಾಶಿ ಭವಿಷ್ಯ	[13, 2089, 215, 2128]
movie-photo-janhvi	[1347, 1652, 1512, 1968]
bike-rally-photo-group	[1003, 1270, 1512, 1472]
beauty-body: ಚಳಿಗಾಲದಲ್ಲಿ ಕೆಲವರಿಗೆ ಅತಿ ಹೆಚ್ಚು ಮೊಡವೆಗಳು ಮೂಡುತ್ತವೆ. ಇದಕ್ಕೆ ಮುಖ್ಯವಾದ ಕಾರಣಗಳೆಂದರೆ ರೋಗನಿರೋಧಕ ಶಕ್ತಿ ಕಡಿಮೆಯಾಗುವುದು. ಇದರ ಪರಿಹಾರಕ್ಕೆ ಹೀಗೆ ಮಾಡಿ. ಬಿಸಿನೀರಿನ ಸ್ನಾನವನ್ನು ಒಗ್ಗಿಕೊಳ್ಳಿರಿ. ಹೊರಹೋಗುವಾಗ ಸನ್ ಸ್ಕ್ರೀನ್ ಲೋಷನ್ ಬಳಸಿ. ಸ್ನಾನ ಮಾಡಿದ ತಕ್ಷಣ ಎಣ್ಣೆ ರಹಿತ ಮಾಯಿಶ್ಚರೈಸರ್ ಬಳಸಿ. ಇದು ಚರ್ಮದಲ್ಲಿ ತೇವಾಂಶ ಉಳಿಯುವಂತೆ ನೋಡಿಕೊಳ್ಳುತ್ತದೆ. ಚಳಿಗಾಲದಲ್ಲಿ ಹೆಚ್ಚು ಸ್ಕ್ರಬ್ ಬಳಸುವುದರಿಂದ ನಿಮ್ಮ ತ್ವಚೆ ಮತ್ತಷ್ಟು ಶುಷ್ಕವಾಗುತ್ತದೆ. ಆಲ್ಕೋಹಾಲ್ ಆಧಾರಿತ ಟೋನರ್ ಗಳಿಂದ ದೂರವಿರಿ. ಸ್ಕಿನ್ ಕ್ಲೆನ್ಸರ್ ಬಳಸಿ. ಪದೇ ಪದೇ ಸೋಪು ಬಳಸದಿರಿ. ಚಳಿಗಾಲದಲ್ಲಿ ಹೆಚ್ಚು ಬಾಯಾರಿಕೆ ಆಗುವುದಿಲ್ಲ, ಸಹಜವಾಗಿಯೇ ನೀವು ಕಡಿಮೆ ನೀರನ್ನು ಕುಡಿಯುತ್ತೀರಿ. ಪರಿಣಾಮ ದೇಹದಲ್ಲಿ ನಿರ್ಜಲೀಕರಣ ಉಂಟಾಗಿ ತ್ವಚೆ ಒಣಗುತ್ತದೆ. ಯಥೇಚ್ಛವಾಗಿ ನೀರು ಕುಡಿಯಿರಿ. ತೇವಾಂಶಯುಕ್ತ ಆಹಾರ ಸೇವಿಸಿ. ಸೌಂದರ್ಯ ವರ್ಧಕಗಳ ಅತಿಯಾದ ಬಳಕೆ ಮಾಡದಿರಿ.	[23, 1534, 241, 1819]
scorpio-icon: ♏	[314, 2304, 359, 2348]
animation-day-story	[822, 1981, 1519, 2402]
palak-title: ಪಾಲಕ್ ಸೊಪ್ಪು ಪ್ರಯೋಜನ	[186, 772, 429, 811]
bike-rally-body-right: ಕಿಂಗ್ಸಾನಿ ಹೇಳಿದರು. 'ಈ ಕಾರ್ಯಕ್ರಮದ ಮೂಲಕ ನಾವು ಸಶಕ್ತವಾಗಿ ನಿಂತಿರುವ ಮಹಿಳೆಯರ ಸಾಧನೆಯನ್ನು ಸಂಭ್ರಮಿಸುತ್ತೇವೆ. ಮಹಿಳೆಯರ ಶಕ್ತಿ, ಸೌಂದರ್ಯ ಮತ್ತು ಆತ್ಮವಿಶ್ವಾಸವನ್ನು ಎತ್ತಿಹಿಡಿಯುವ ಉದ್ದೇಶ ಈ ಕಾರ್ಯಕ್ರಮದ್ದು' ಎಂದರು. ಈ ಕಾರ್ಯಕ್ರಮವು ಮಹಿಳೆಯರ ಸಾಮರ್ಥ್ಯವನ್ನು ಅನ್ವೇಷಿಸಲು ಪ್ರೇರೇಪಿಸುವ ಮೂಲಕ ಸಮುದಾಯವನ್ನು ಬೆಸೆಯಿತು.	[1259, 1482, 1510, 1579]
astrologer-title: ಖ್ಯಾತ ಜ್ಯೋತಿಷಿ	[95, 2013, 157, 2028]
